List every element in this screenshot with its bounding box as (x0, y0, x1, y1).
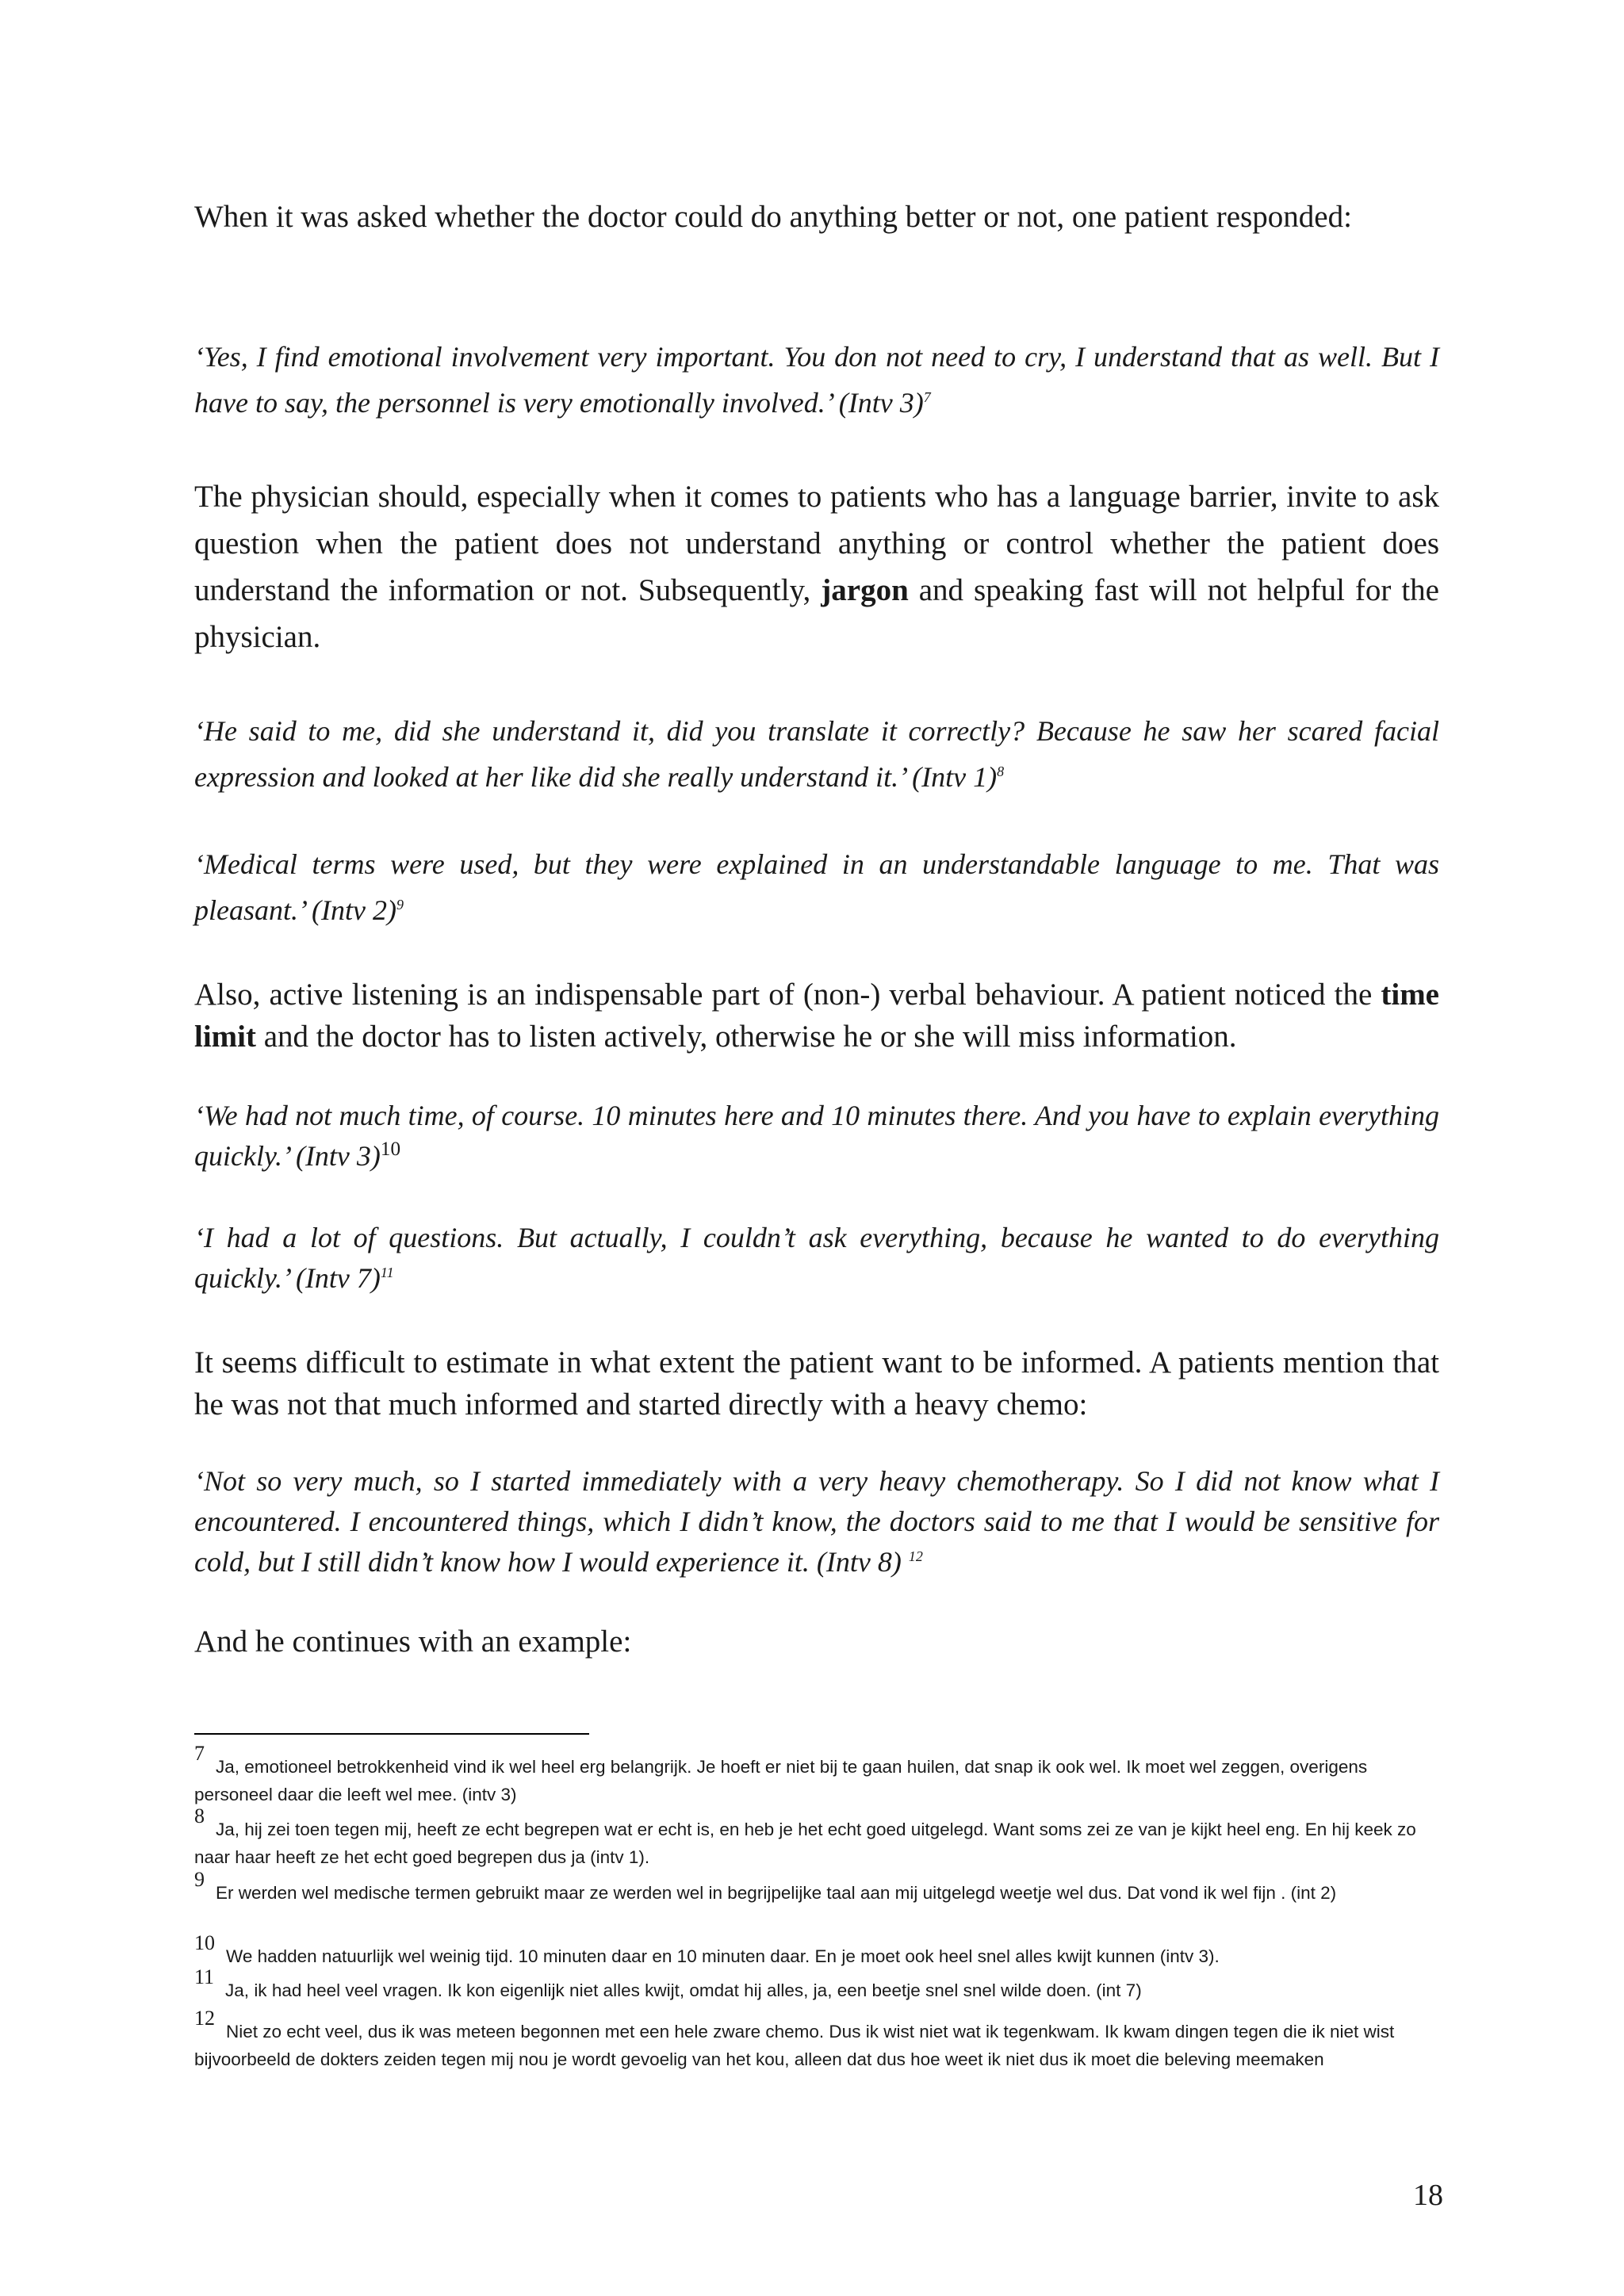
footnote-number: 9 (194, 1868, 205, 1891)
paragraph-text: and speaking fast will not helpful for the physician. (194, 573, 1439, 654)
footnote-number: 11 (194, 1965, 215, 1988)
quote-text: ‘Yes, I find emotional involvement very important. You don not need to cry, I understand that as well. But I have to say, the personnel is very emotionally involved.’ (Intv 3) (194, 341, 1439, 419)
footnote-text: Ja, ik had heel veel vragen. Ik kon eigenlijk niet alles kwijt, omdat hij alles, ja, een beetje snel snel wilde doen. (int 7) (225, 1980, 1142, 2000)
quote-text: ‘He said to me, did she understand it, did you translate it correctly? Because he saw her scared facial expression and looked at her like did she really understand it.’ (Intv 1) (194, 715, 1439, 793)
footnote-text: Ja, hij zei toen tegen mij, heeft ze echt begrepen wat er echt is, en heb je het echt goed uitgelegd. Want soms zei ze van je kijkt heel eng. En hij keek zo naar haar heeft ze het echt goed begrepen dus ja (intv 1). (194, 1820, 1416, 1867)
quote-intv3-time (194, 1096, 1439, 1177)
page-number: 18 (1413, 2179, 1443, 2212)
footnote-ref: 8 (997, 763, 1005, 779)
paragraph-intro (194, 193, 1439, 240)
paragraph-text: When it was asked whether the doctor could do anything better or not, one patient responded: (194, 200, 1352, 234)
quote-text: ‘Medical terms were used, but they were explained in an understandable language to me. That was pleasant.’ (Intv 2) (194, 848, 1439, 926)
footnote-ref: 7 (923, 389, 931, 405)
footnote-7 (194, 1742, 1439, 1808)
footnote-text: Niet zo echt veel, dus ik was meteen begonnen met een hele zware chemo. Dus ik wist niet wat ik tegenkwam. Ik kwam dingen tegen die ik niet wist bijvoorbeeld de dokters zeiden tegen mij nou je wordt gevoelig van het kou, alleen dat dus hoe weet ik niet dus ik moet die beleving meemaken (194, 2022, 1395, 2069)
footnote-text: Er werden wel medische termen gebruikt maar ze werden wel in begrijpelijke taal aan mij uitgelegd weetje wel dus. Dat vond ik wel fijn . (int 2) (216, 1883, 1337, 1903)
footnote-number: 8 (194, 1804, 205, 1827)
paragraph-text: Also, active listening is an indispensable part of (non-) verbal behaviour. A patient noticed the (194, 978, 1381, 1012)
footnote-8 (194, 1804, 1439, 1871)
quote-intv3-emotional (194, 334, 1439, 426)
footnote-number: 12 (194, 2007, 215, 2030)
paragraph-text: The physician should, especially when it comes to patients who has a language barrier, invite to ask question when the patient does not understand anything or control whether the patient does understand the information or not. Subsequently, (194, 480, 1439, 607)
bold-term: jargon (821, 573, 909, 607)
paragraph-example (194, 1618, 1439, 1665)
quote-intv1-translate (194, 708, 1439, 800)
bold-term: time limit (194, 978, 1439, 1054)
footnote-separator (194, 1733, 589, 1735)
footnote-ref: 10 (380, 1138, 401, 1160)
paragraph-active-listening (194, 974, 1439, 1058)
footnote-number: 10 (194, 1931, 215, 1954)
footnote-9 (194, 1868, 1439, 1907)
footnote-10 (194, 1931, 1439, 1970)
footnote-number: 7 (194, 1742, 205, 1765)
paragraph-informed (194, 1341, 1439, 1425)
paragraph-text: It seems difficult to estimate in what extent the patient want to be informed. A patients mention that he was not that much informed and started directly with a heavy chemo: (194, 1345, 1439, 1422)
footnote-ref: 9 (396, 897, 404, 913)
footnote-text: Ja, emotioneel betrokkenheid vind ik wel heel erg belangrijk. Je hoeft er niet bij te gaan huilen, dat snap ik ook wel. Ik moet wel zeggen, overigens personeel daar die leeft wel mee. (intv 3) (194, 1757, 1368, 1804)
footnote-ref: 12 (908, 1548, 923, 1564)
quote-text: ‘I had a lot of questions. But actually, I couldn’t ask everything, because he wanted to do everything quickly.’ (Intv 7) (194, 1222, 1439, 1294)
paragraph-text: and the doctor has to listen actively, otherwise he or she will miss information. (255, 1020, 1237, 1054)
paragraph-text: And he continues with an example: (194, 1624, 632, 1659)
quote-text: ‘We had not much time, of course. 10 minutes here and 10 minutes there. And you have to explain everything quickly.’ (Intv 3) (194, 1100, 1439, 1172)
quote-intv7-questions (194, 1218, 1439, 1299)
paragraph-physician (194, 473, 1439, 660)
footnote-ref: 11 (380, 1265, 394, 1280)
quote-intv8-chemo (194, 1461, 1439, 1582)
footnote-11 (194, 1965, 1439, 2004)
quote-text: ‘Not so very much, so I started immediately with a very heavy chemotherapy. So I did not know what I encountered. I encountered things, which I didn’t know, the doctors said to me that I would be sensitive for cold, but I still didn’t know how I would experience it. (Intv 8) (194, 1465, 1439, 1578)
quote-intv2-medical-terms (194, 841, 1439, 933)
footnote-12 (194, 2007, 1439, 2073)
footnote-text: We hadden natuurlijk wel weinig tijd. 10 minuten daar en 10 minuten daar. En je moet ook heel snel alles kwijt kunnen (intv 3). (226, 1946, 1220, 1966)
